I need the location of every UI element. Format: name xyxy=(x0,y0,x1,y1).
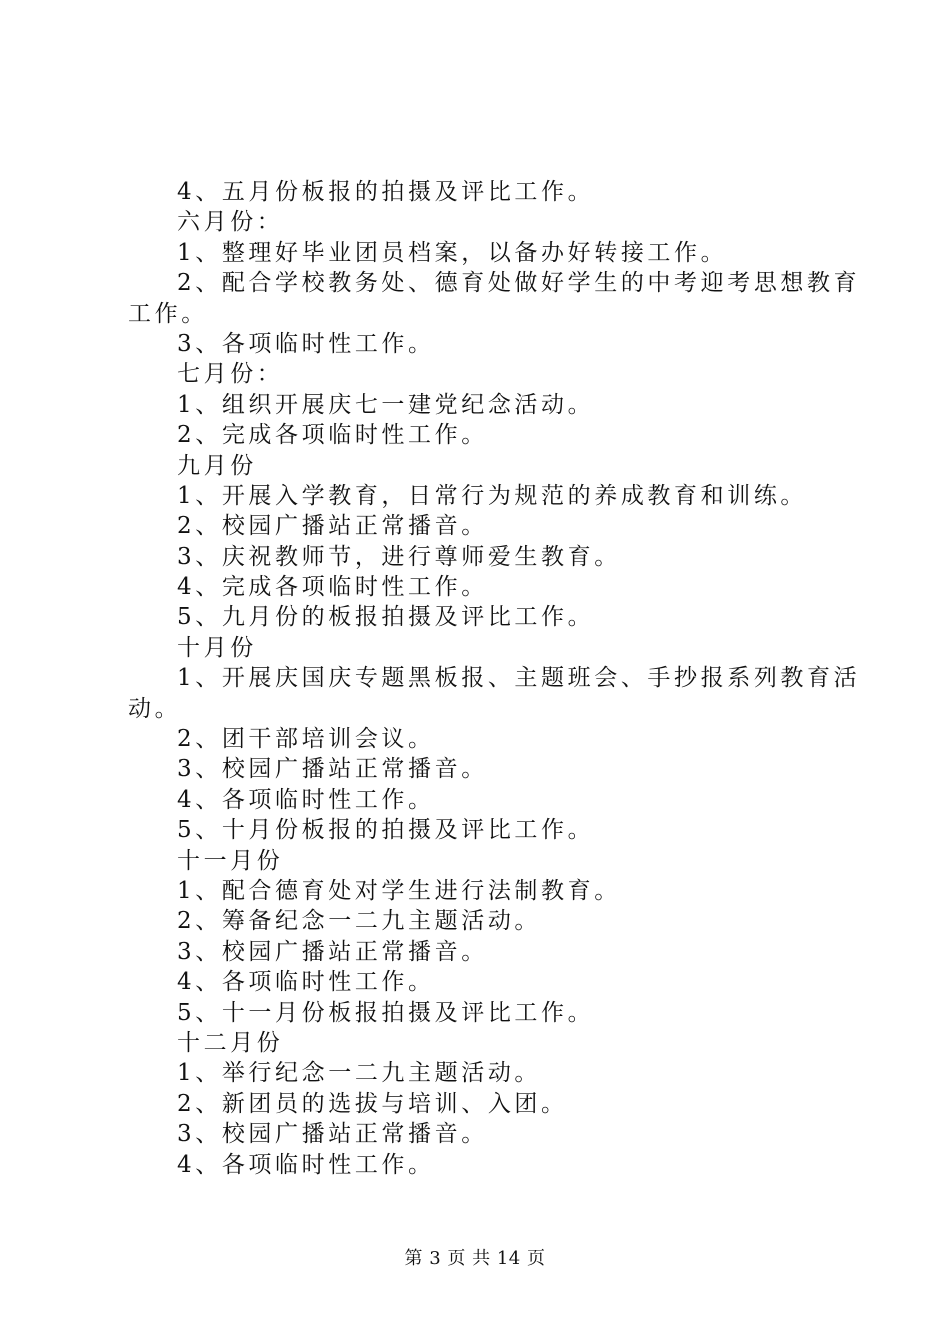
section-heading-december: 十二月份 xyxy=(177,1029,284,1056)
paragraph-line: 1、整理好毕业团员档案，以备办好转接工作。 xyxy=(177,239,728,266)
paragraph-line: 1、组织开展庆七一建党纪念活动。 xyxy=(177,391,595,418)
paragraph-line: 2、筹备纪念一二九主题活动。 xyxy=(177,908,542,935)
paragraph-line: 3、校园广播站正常播音。 xyxy=(177,756,488,783)
paragraph-line: 4、完成各项临时性工作。 xyxy=(177,574,488,601)
paragraph-line: 2、新团员的选拔与培训、入团。 xyxy=(177,1090,568,1117)
paragraph-line: 3、各项临时性工作。 xyxy=(177,330,435,357)
paragraph-line: 2、完成各项临时性工作。 xyxy=(177,422,488,449)
section-heading-november: 十一月份 xyxy=(177,847,284,874)
paragraph-line: 2、配合学校教务处、德育处做好学生的中考迎考思想教育 xyxy=(177,270,861,297)
document-body xyxy=(128,177,861,1180)
paragraph-line: 4、各项临时性工作。 xyxy=(177,969,435,996)
section-heading-june: 六月份： xyxy=(177,209,284,236)
paragraph-line: 5、十月份板报的拍摄及评比工作。 xyxy=(177,817,595,844)
paragraph-line: 1、开展入学教育，日常行为规范的养成教育和训练。 xyxy=(177,482,808,509)
paragraph-line-continuation: 工作。 xyxy=(128,300,208,327)
paragraph-line: 2、校园广播站正常播音。 xyxy=(177,513,488,540)
paragraph-line: 5、九月份的板报拍摄及评比工作。 xyxy=(177,604,595,631)
paragraph-line: 3、校园广播站正常播音。 xyxy=(177,938,488,965)
paragraph-line: 4、五月份板报的拍摄及评比工作。 xyxy=(177,179,595,205)
section-heading-july: 七月份： xyxy=(177,361,284,388)
paragraph-line-continuation: 动。 xyxy=(128,695,182,722)
paragraph-line: 1、开展庆国庆专题黑板报、主题班会、手抄报系列教育活 xyxy=(177,665,861,692)
paragraph-line: 5、十一月份板报拍摄及评比工作。 xyxy=(177,999,595,1026)
paragraph-line: 3、校园广播站正常播音。 xyxy=(177,1121,488,1148)
paragraph-line: 4、各项临时性工作。 xyxy=(177,786,435,813)
paragraph-line: 4、各项临时性工作。 xyxy=(177,1151,435,1178)
paragraph-line: 2、团干部培训会议。 xyxy=(177,726,435,753)
section-heading-september: 九月份 xyxy=(177,452,257,479)
paragraph-line: 3、庆祝教师节，进行尊师爱生教育。 xyxy=(177,543,621,570)
paragraph-line: 1、配合德育处对学生进行法制教育。 xyxy=(177,877,621,904)
paragraph-line: 1、举行纪念一二九主题活动。 xyxy=(177,1060,542,1087)
section-heading-october: 十月份 xyxy=(177,634,257,661)
page-number-footer: 第 3 页 共 14 页 xyxy=(404,1248,546,1269)
